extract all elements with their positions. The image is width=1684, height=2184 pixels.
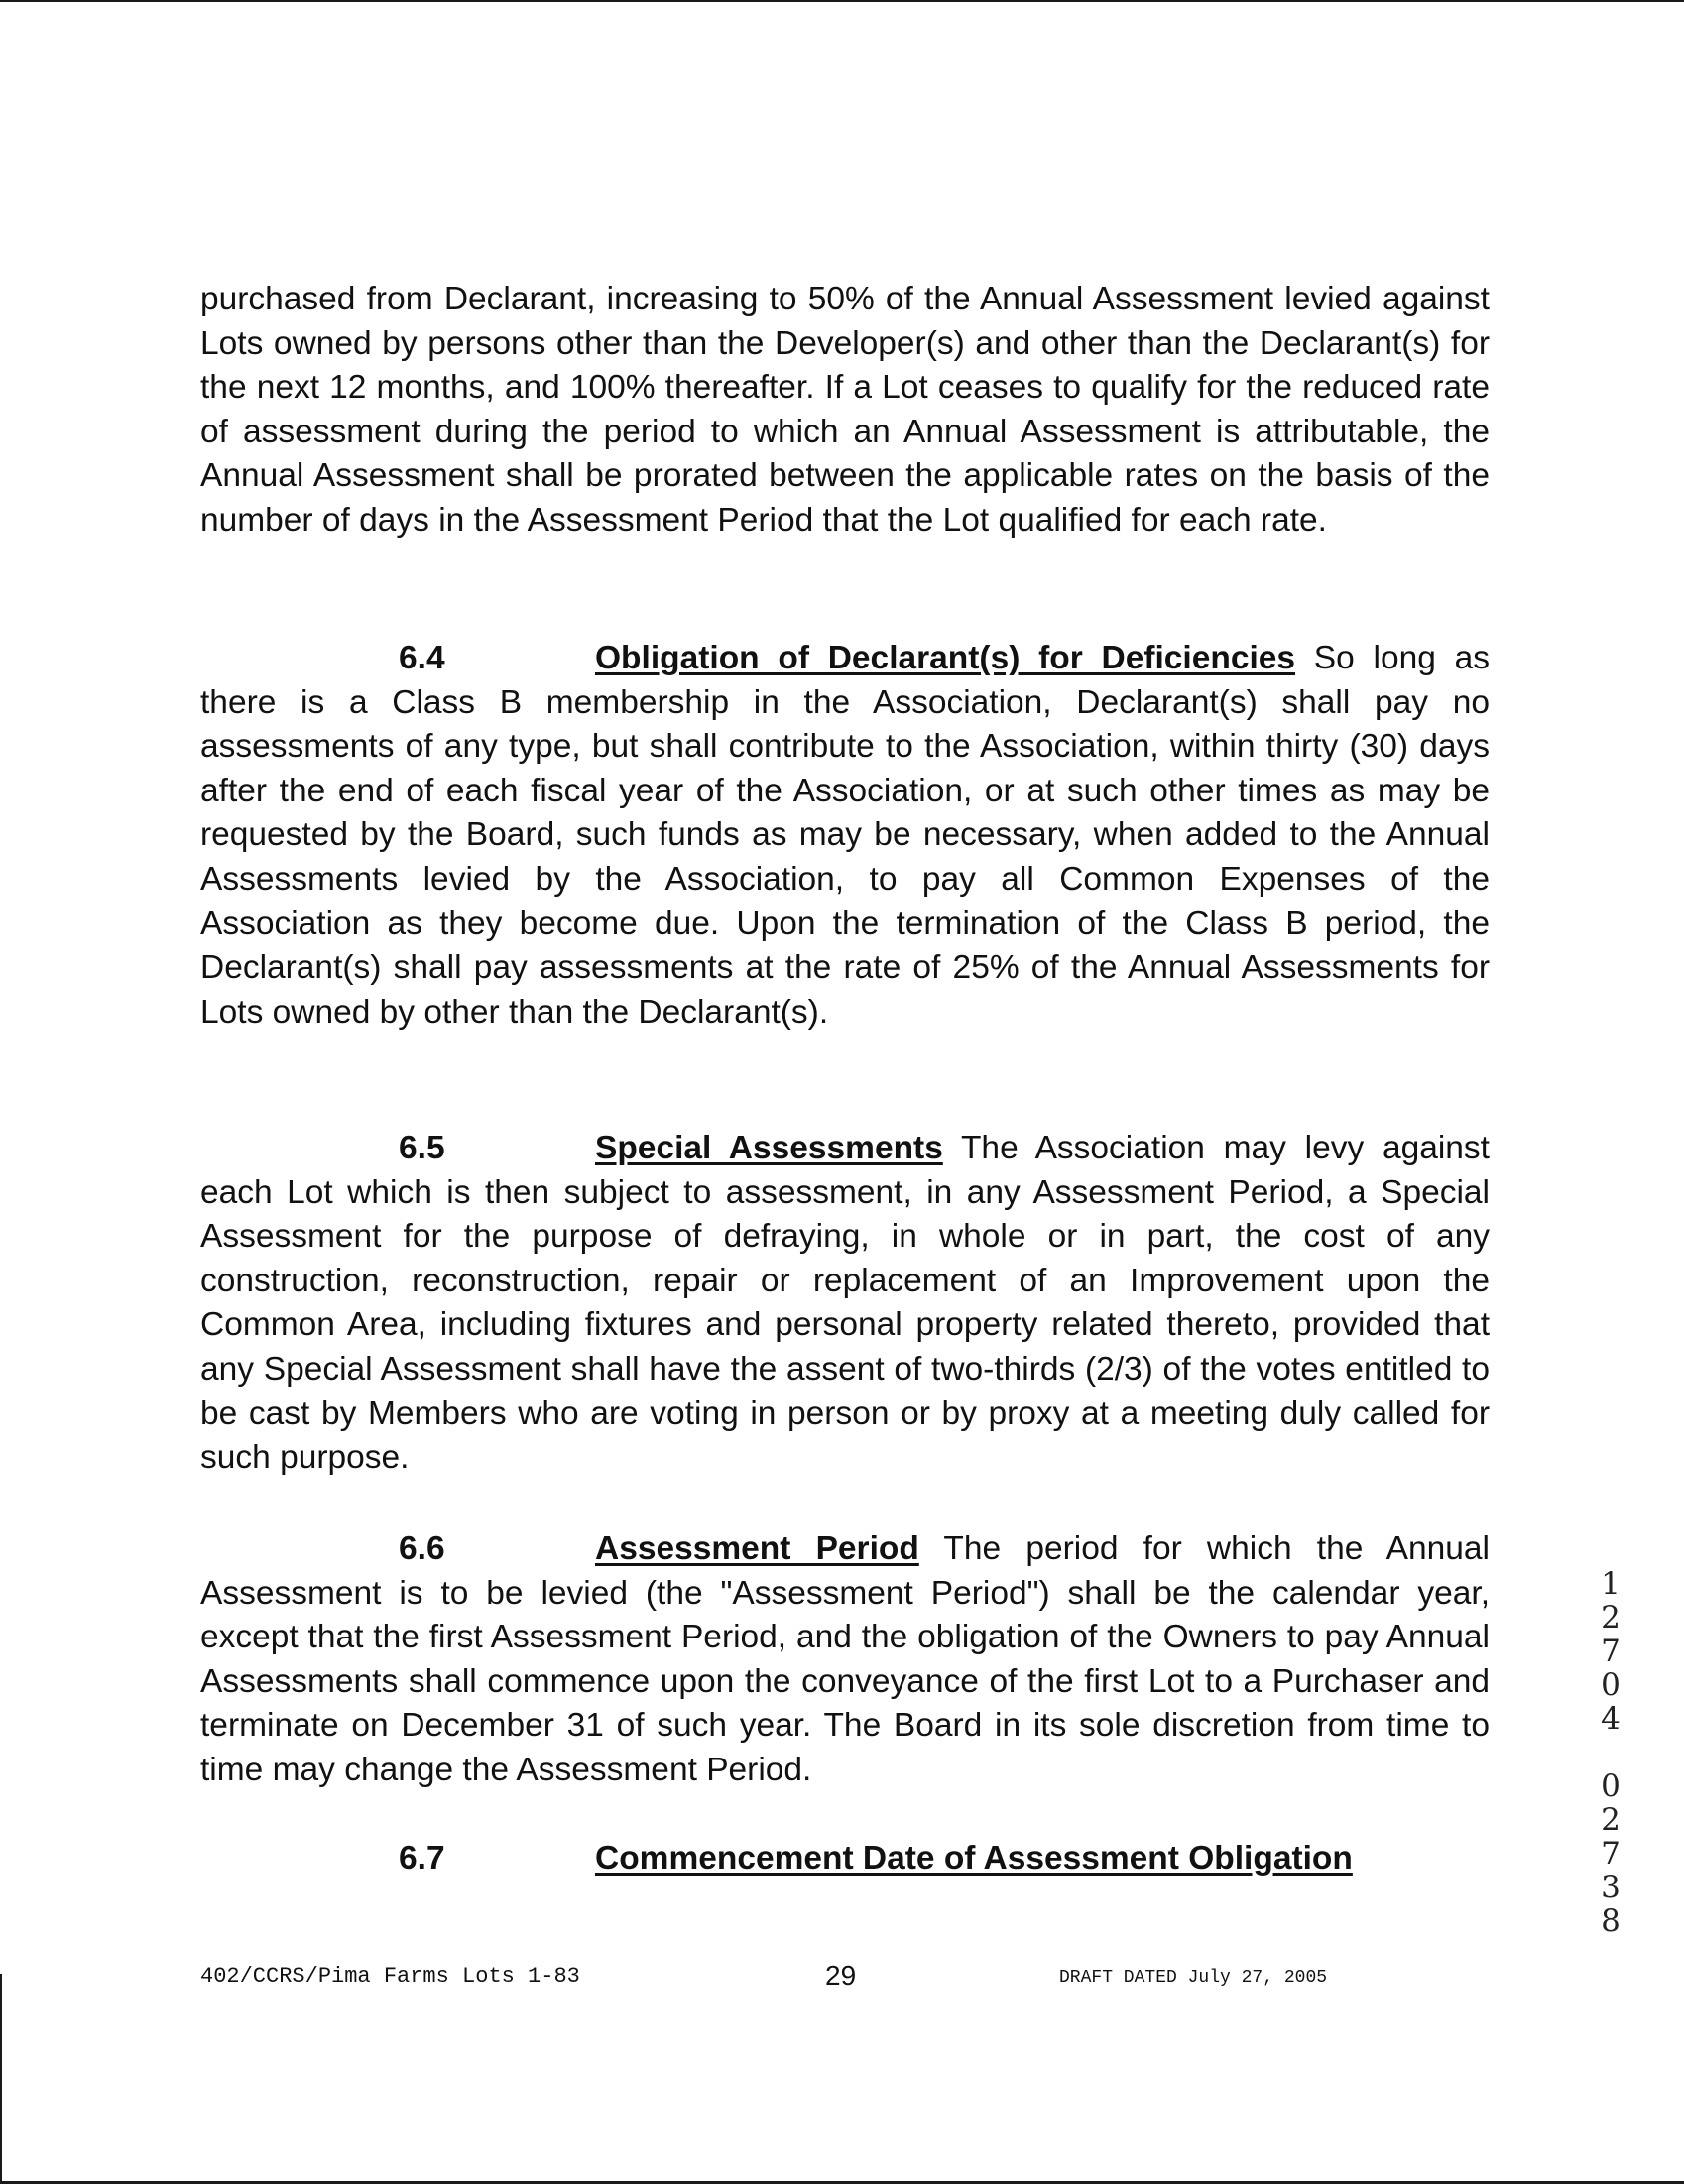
stamp-gap	[1591, 1736, 1630, 1769]
section-text: The Association may levy against each Lot which is then subject to assessment, in any Assessment Period, a Special Assessment for the purpose of defraying, in whole or in part, the cost of any construction, reconstruction, repair or replacement of an Improvement upon the Common Area, including fixtures and personal property related thereto, provided that any Special Assessment shall have the assent of two-thirds (2/3) of the votes entitled to be cast by Members who are voting in person or by proxy at a meeting duly called for such purpose.	[200, 1130, 1490, 1477]
section-heading: Commencement Date of Assessment Obligation	[595, 1840, 1353, 1877]
stamp-digit: 0	[1601, 1667, 1621, 1703]
stamp-digit: 7	[1601, 1634, 1621, 1669]
continuation-paragraph: purchased from Declarant, increasing to 50% of the Annual Assessment levied against Lots owned by persons other than the Developer(s) and other than the Declarant(s) for the next 12 months, and 100% thereafter. If a Lot ceases to qualify for the reduced rate of assessment during the period to which an Annual Assessment is attributable, the Annual Assessment shall be prorated between the applicable rates on the basis of the number of days in the Assessment Period that the Lot qualified for each rate.	[200, 281, 1490, 539]
section-6-5	[200, 1127, 1490, 1481]
section-number: 6.5	[399, 1130, 445, 1166]
stamp-digit: 1	[1601, 1566, 1621, 1602]
section-text: So long as there is a Class B membership in the Association, Declarant(s) shall pay no assessments of any type, but shall contribute to the Association, within thirty (30) days after the end of each fiscal year of the Association, or at such other times as may be requested by the Board, such funds as may be necessary, when added to the Annual Assessments levied by the Association, to pay all Common Expenses of the Association as they become due. Upon the termination of the Class B period, the Declarant(s) shall pay assessments at the rate of 25% of the Annual Assessments for Lots owned by other than the Declarant(s).	[200, 640, 1490, 1031]
section-number: 6.6	[399, 1530, 445, 1567]
section-heading: Special Assessments	[595, 1130, 943, 1166]
stamp-digit: 8	[1601, 1903, 1621, 1939]
scan-border-left	[0, 1974, 2, 2182]
stamp-digit: 3	[1601, 1870, 1621, 1905]
stamp-digit: 2	[1601, 1802, 1621, 1838]
footer-draft-date: DRAFT DATED July 27, 2005	[1059, 1968, 1328, 1988]
recording-stamp-number	[1591, 1567, 1630, 1938]
section-heading: Assessment Period	[595, 1530, 919, 1567]
section-number: 6.4	[399, 640, 445, 676]
stamp-digit: 7	[1601, 1836, 1621, 1872]
section-6-4	[200, 637, 1490, 1034]
scan-border-top	[0, 0, 1684, 2]
section-heading: Obligation of Declarant(s) for Deficiencies	[595, 640, 1296, 676]
section-6-7	[200, 1837, 1490, 1881]
footer-page-number: 29	[825, 1960, 857, 1991]
footer-file-reference: 402/CCRS/Pima Farms Lots 1-83	[200, 1964, 580, 1989]
stamp-digit: 2	[1601, 1600, 1621, 1636]
stamp-digit: 4	[1601, 1701, 1621, 1737]
stamp-digit: 0	[1601, 1768, 1621, 1804]
section-6-6	[200, 1527, 1490, 1793]
section-number: 6.7	[399, 1840, 445, 1877]
section-text: The period for which the Annual Assessment is to be levied (the "Assessment Period") shall be the calendar year, except that the first Assessment Period, and the obligation of the Owners to pay Annual Assessments shall commence upon the conveyance of the first Lot to a Purchaser and terminate on December 31 of such year. The Board in its sole discretion from time to time may change the Assessment Period.	[200, 1530, 1490, 1788]
